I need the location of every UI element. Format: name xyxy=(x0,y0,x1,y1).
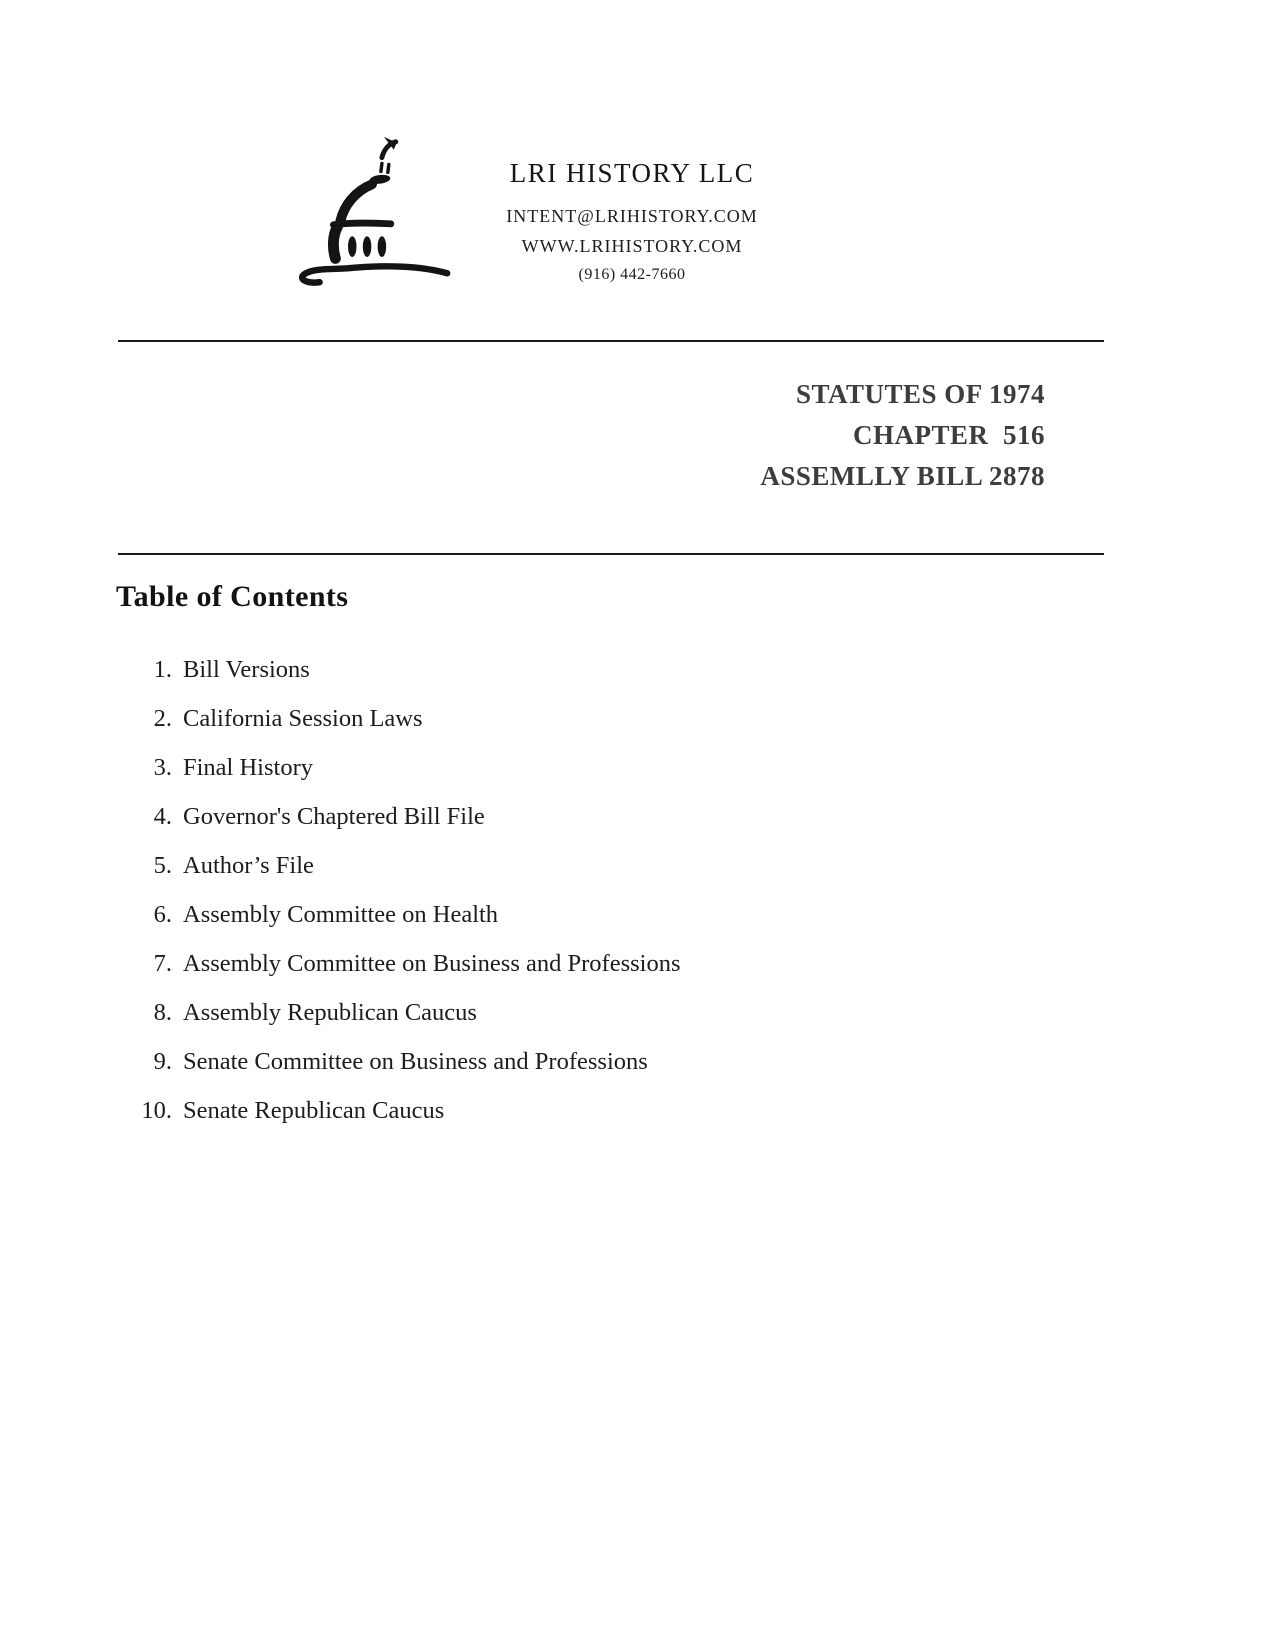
toc-item-number: 1. xyxy=(153,656,172,683)
toc-heading: Table of Contents xyxy=(116,580,349,613)
toc-item-label: Assembly Republican Caucus xyxy=(183,999,477,1026)
toc-item-number: 10. xyxy=(141,1097,172,1124)
letterhead xyxy=(432,158,832,298)
toc-item xyxy=(118,802,680,832)
toc-item-label: Senate Republican Caucus xyxy=(183,1097,445,1124)
toc-item-label: Governor's Chaptered Bill File xyxy=(183,803,485,830)
toc-item xyxy=(118,949,680,979)
toc-item-label: Assembly Committee on Health xyxy=(183,901,499,928)
title-line-statutes: STATUTES OF 1974 xyxy=(795,379,1045,409)
toc-item-number: 6. xyxy=(153,901,172,928)
divider-rule-top xyxy=(118,340,1104,342)
company-name: LRI HISTORY LLC xyxy=(509,158,755,188)
toc-item-number: 4. xyxy=(153,803,172,830)
toc-item-label: Bill Versions xyxy=(183,656,310,683)
document-title-block xyxy=(760,374,1045,497)
toc-item-number: 7. xyxy=(153,950,172,977)
toc-item xyxy=(118,1096,680,1126)
toc-item-label: Final History xyxy=(183,754,313,781)
toc-item-label: Senate Committee on Business and Professions xyxy=(183,1048,648,1075)
toc-item xyxy=(118,655,680,685)
toc-item-number: 5. xyxy=(153,852,172,879)
title-line-chapter: CHAPTER 516 xyxy=(852,420,1045,450)
toc-item xyxy=(118,704,680,734)
toc-item-number: 2. xyxy=(153,705,172,732)
toc-item xyxy=(118,998,680,1028)
toc-item xyxy=(118,753,680,783)
title-line-assembly-bill: ASSEMLLY BILL 2878 xyxy=(760,461,1045,491)
toc-item xyxy=(118,1047,680,1077)
phone-number: (916) 442-7660 xyxy=(578,266,686,283)
toc-item-label: Assembly Committee on Business and Professions xyxy=(183,950,681,977)
toc-item-number: 3. xyxy=(153,754,172,781)
toc-item-label: California Session Laws xyxy=(183,705,423,732)
toc-item-label: Author’s File xyxy=(183,852,314,879)
toc-item-number: 8. xyxy=(153,999,172,1026)
toc-item-number: 9. xyxy=(153,1048,172,1075)
toc-item xyxy=(118,851,680,881)
toc-item xyxy=(118,900,680,930)
website-url: WWW.LRIHISTORY.COM xyxy=(521,236,743,256)
email-address: INTENT@LRIHISTORY.COM xyxy=(506,206,758,226)
toc-list xyxy=(118,655,680,1145)
divider-rule-bottom xyxy=(118,553,1104,555)
